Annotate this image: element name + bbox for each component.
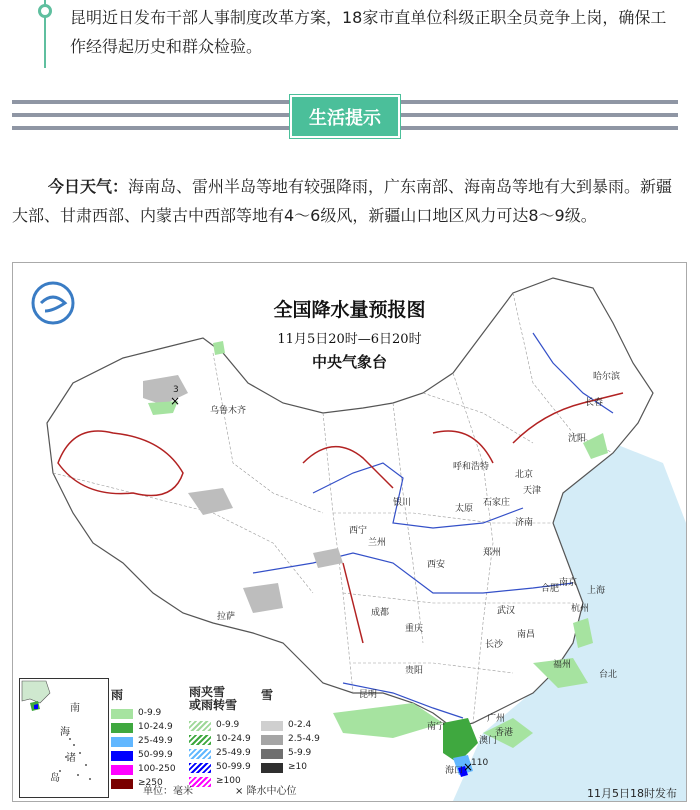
map-agency: 中央气象台	[311, 353, 387, 371]
city-label: 天津	[523, 486, 542, 496]
inset-label: 诸	[66, 753, 76, 764]
publish-time: 11月5日18时发布	[587, 787, 677, 800]
city-label: 长沙	[485, 640, 504, 650]
city-label: 南京	[559, 578, 578, 588]
city-label: 济南	[515, 518, 534, 528]
city-label: 沈阳	[568, 434, 587, 444]
city-label: 合肥	[541, 584, 560, 594]
city-label: 银川	[393, 498, 412, 508]
city-label: 澳门	[479, 736, 498, 746]
legend-label: 5-9.9	[288, 748, 312, 758]
legend-swatch	[261, 721, 283, 731]
legend-label: ≥10	[288, 762, 307, 772]
city-label: 郑州	[483, 548, 502, 558]
legend-swatch	[111, 779, 133, 789]
city-label: 昆明	[359, 690, 378, 700]
inset-label: 岛	[50, 773, 60, 784]
legend-label: 0-2.4	[288, 720, 312, 730]
svg-text:×: ×	[463, 760, 474, 774]
city-label: 哈尔滨	[593, 372, 621, 382]
city-label: 太原	[455, 504, 474, 514]
map-title: 全国降水量预报图	[273, 299, 426, 321]
city-label: 香港	[495, 728, 514, 738]
legend-swatch	[189, 735, 211, 745]
legend-swatch	[111, 765, 133, 775]
legend-label: 50-99.9	[216, 762, 251, 772]
svg-text:×: ×	[170, 394, 181, 408]
city-label: 西安	[427, 560, 446, 570]
legend-swatch	[189, 721, 211, 731]
city-label: 兰州	[368, 538, 387, 548]
center-mark-label: 降水中心位	[246, 786, 297, 797]
legend-mix-header: 雨夹雪 或雨转雪	[189, 685, 238, 712]
city-label: 南昌	[517, 630, 536, 640]
legend-label: ≥250	[138, 778, 163, 788]
weather-text: 海南岛、雷州半岛等地有较强降雨，广东南部、海南岛等地有大到暴雨。新疆大部、甘肃西部、内蒙古中西部等地有4～6级风，新疆山口地区风力可达8～9级。	[12, 177, 673, 225]
city-label: 广州	[487, 714, 506, 724]
city-label: 重庆	[405, 624, 424, 634]
city-label: 南宁	[427, 722, 446, 732]
legend-label: 25-49.9	[138, 736, 173, 746]
legend-label: 25-49.9	[216, 748, 251, 758]
city-label: 石家庄	[483, 498, 511, 508]
legend-swatch	[189, 763, 211, 773]
legend-label: 2.5-4.9	[288, 734, 320, 744]
legend-swatch	[111, 737, 133, 747]
legend-label: 50-99.9	[138, 750, 173, 760]
inset-label: 海	[60, 727, 70, 738]
legend-label: 0-9.9	[216, 720, 240, 730]
rain-center-label: 3	[173, 385, 179, 395]
city-label: 北京	[515, 470, 534, 480]
south-china-sea-inset	[19, 678, 109, 798]
city-label: 福州	[553, 660, 572, 670]
city-label: 西宁	[349, 526, 368, 536]
inset-label: 南	[70, 703, 80, 714]
legend-swatch	[261, 735, 283, 745]
legend-snow-header: 雪	[261, 688, 274, 702]
weather-paragraph	[12, 172, 688, 230]
timeline-dot-icon	[38, 4, 52, 18]
city-label: 杭州	[571, 604, 590, 614]
rain-center-label: 110	[471, 758, 489, 768]
section-title-badge: 生活提示	[290, 95, 400, 138]
legend-label: 100-250	[138, 764, 176, 774]
unit-label: 单位：毫米	[143, 786, 193, 797]
city-label: 成都	[371, 608, 390, 618]
precipitation-map[interactable]	[12, 262, 687, 802]
city-label: 海口	[445, 766, 464, 776]
city-label: 贵阳	[405, 666, 424, 676]
news-item-text: 昆明近日发布干部人事制度改革方案，18家市直单位科级正职全员竞争上岗，确保工作经得起历史和群众检验。	[70, 8, 667, 56]
legend-swatch	[111, 751, 133, 761]
center-mark-legend: × 降水中心位	[235, 786, 297, 797]
city-label: 上海	[587, 586, 606, 596]
legend-swatch	[111, 723, 133, 733]
map-period: 11月5日20时—6日20时	[277, 332, 422, 347]
city-label: 长春	[585, 398, 604, 408]
legend-swatch	[189, 749, 211, 759]
legend-swatch	[111, 709, 133, 719]
legend-label: 0-9.9	[138, 708, 162, 718]
legend-swatch	[261, 749, 283, 759]
legend-rain-header: 雨	[111, 688, 124, 702]
city-label: 拉萨	[217, 612, 236, 622]
city-label: 乌鲁木齐	[210, 406, 247, 416]
legend-label: 10-24.9	[216, 734, 251, 744]
city-label: 台北	[599, 670, 618, 680]
legend-swatch	[261, 763, 283, 773]
legend-label: 10-24.9	[138, 722, 173, 732]
map-legend	[111, 686, 411, 796]
city-label: 呼和浩特	[453, 462, 490, 472]
legend-label: ≥100	[216, 776, 241, 786]
city-label: 武汉	[497, 606, 516, 616]
weather-label: 今日天气：	[48, 177, 129, 196]
